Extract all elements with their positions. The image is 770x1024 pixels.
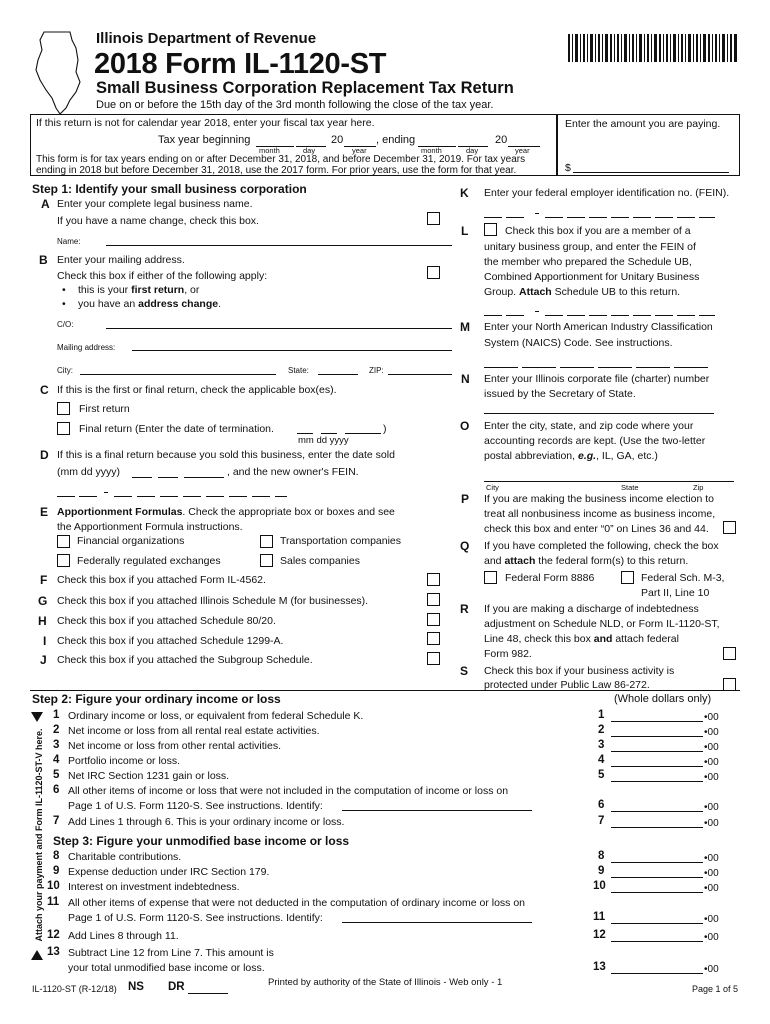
line-7-text: Add Lines 1 through 6. This is your ordinary income or loss.: [68, 816, 345, 828]
line-text: Net income or loss from other rental activities.: [68, 740, 281, 752]
cents: •00: [704, 712, 719, 723]
item-e-text-2: the Apportionment Formula instructions.: [57, 521, 243, 533]
federal-8886-label: Federal Form 8886: [505, 572, 595, 584]
line-6-number-right: 6: [598, 799, 605, 811]
line-12-amount-input[interactable]: [611, 941, 703, 942]
line-number-right: 8: [598, 850, 605, 862]
unitary-group-checkbox[interactable]: [484, 223, 497, 236]
line-10-amount-input[interactable]: [611, 892, 703, 893]
line-7-amount-input[interactable]: [611, 827, 703, 828]
item-m-letter: M: [460, 320, 470, 334]
business-income-election-checkbox[interactable]: [723, 521, 736, 534]
attach-payment-side-text: Attach your payment and Form IL-1120-ST-V here.: [34, 728, 44, 942]
agency-name: Illinois Department of Revenue: [96, 30, 317, 47]
item-l-letter: L: [461, 224, 469, 238]
line-6-amount-input[interactable]: [611, 811, 703, 812]
line-text: Portfolio income or loss.: [68, 755, 181, 767]
item-i-text: Check this box if you attached Schedule 1299-A.: [57, 635, 284, 647]
sales-companies-checkbox[interactable]: [260, 554, 273, 567]
item-s-text-1: Check this box if your business activity is: [484, 665, 675, 677]
federal-m3-part-label: Part II, Line 10: [641, 587, 710, 599]
item-s-letter: S: [460, 664, 469, 678]
federally-regulated-exchanges-checkbox[interactable]: [57, 554, 70, 567]
line-5-amount-input[interactable]: [611, 781, 703, 782]
printed-by: Printed by authority of the State of Illinois - Web only - 1: [268, 977, 503, 988]
dr-code: DR: [168, 981, 185, 993]
business-name-input[interactable]: [106, 245, 452, 246]
date-format-caption: mm dd yyyy: [298, 435, 349, 446]
cents: •00: [704, 727, 719, 738]
line-13-text: Subtract Line 12 from Line 7. This amount is: [68, 947, 274, 959]
item-r-text-4: Form 982.: [484, 648, 532, 660]
sold-dd-input[interactable]: [158, 477, 178, 478]
line-text: Net income or loss from all rental real estate activities.: [68, 725, 320, 737]
schedule-1299a-checkbox[interactable]: [427, 632, 440, 645]
federal-8886-checkbox[interactable]: [484, 571, 497, 584]
line-7-number: 7: [53, 815, 60, 827]
item-l-text-5: Group. Attach Schedule UB to this return.: [484, 286, 681, 298]
end-year-prefix: 20: [495, 134, 508, 146]
tax-year-beginning-label: Tax year beginning: [158, 134, 251, 146]
zip-input[interactable]: [388, 374, 452, 375]
item-r-text-3: Line 48, check this box and attach federal: [484, 633, 679, 645]
line-7-number-right: 7: [598, 815, 605, 827]
item-f-text: Check this box if you attached Form IL-4562.: [57, 574, 266, 586]
cents: •00: [704, 932, 719, 943]
line-12-number-right: 12: [593, 929, 606, 941]
first-return-label: First return: [79, 403, 130, 415]
payment-amount-input[interactable]: [573, 172, 729, 173]
federal-m3-label: Federal Sch. M-3,: [641, 572, 725, 584]
records-city-caption: City: [486, 483, 499, 492]
item-p-text-2: treat all nonbusiness income as business income,: [484, 508, 716, 520]
cents: •00: [704, 914, 719, 925]
schedule-80-20-checkbox[interactable]: [427, 613, 440, 626]
line-11-identify-input[interactable]: [342, 922, 532, 923]
address-change-bullet: you have an address change.: [78, 298, 222, 310]
form-year-note-2: ending in 2018 but before December 31, 2018, use the 2017 form. For prior years, use the form for that year.: [36, 165, 517, 176]
item-s-text-2: protected under Public Law 86-272.: [484, 679, 650, 691]
line-6-text-2: Page 1 of U.S. Form 1120-S. See instructions. Identify:: [68, 800, 323, 812]
day-caption-2: day: [466, 146, 479, 155]
line-number: 3: [53, 739, 60, 751]
line-13-text-2: your total unmodified base income or loss.: [68, 962, 265, 974]
item-b-letter: B: [39, 253, 48, 267]
line-number-right: 5: [598, 769, 605, 781]
item-k-text: Enter your federal employer identification no. (FEIN).: [484, 187, 730, 199]
item-p-letter: P: [461, 492, 470, 506]
line-number: 5: [53, 769, 60, 781]
cents: •00: [704, 772, 719, 783]
line-text: Net IRC Section 1231 gain or loss.: [68, 770, 230, 782]
illinois-map-logo: [30, 28, 86, 118]
step1-title: Step 1: Identify your small business corporation: [32, 182, 307, 196]
item-k-letter: K: [460, 186, 469, 200]
line-text: Interest on investment indebtedness.: [68, 881, 240, 893]
item-r-letter: R: [460, 602, 469, 616]
ns-code: NS: [128, 981, 144, 993]
financial-organizations-checkbox[interactable]: [57, 535, 70, 548]
federally-regulated-exchanges-label: Federally regulated exchanges: [77, 555, 221, 567]
item-a-letter: A: [41, 197, 50, 211]
line-number-right: 10: [593, 880, 606, 892]
line-1-amount-input[interactable]: [611, 721, 703, 722]
item-d-date-format: (mm dd yyyy): [57, 466, 120, 478]
state-label: State:: [288, 366, 309, 375]
line-number: 4: [53, 754, 60, 766]
bullet: •: [62, 284, 66, 296]
item-j-letter: J: [40, 653, 47, 667]
cents: •00: [704, 868, 719, 879]
line-number-right: 2: [598, 724, 605, 736]
item-b-text: Enter your mailing address.: [57, 254, 185, 266]
dollar-sign: $: [565, 162, 571, 174]
co-input[interactable]: [106, 328, 452, 329]
termination-mm-input[interactable]: [297, 433, 313, 434]
item-q-text-2: and attach the federal form(s) to this return.: [484, 555, 689, 567]
item-p-text-3: check this box and enter “0” on Lines 36 and 44.: [484, 523, 709, 535]
line-6-text: All other items of income or loss that were not included in the computation of income or loss on: [68, 785, 509, 797]
cents: •00: [704, 883, 719, 894]
cents: •00: [704, 742, 719, 753]
item-m-text-2: System (NAICS) Code. See instructions.: [484, 337, 673, 349]
barcode: [568, 34, 738, 62]
item-e-text: Apportionment Formulas. Check the appropriate box or boxes and see: [57, 506, 395, 518]
line-12-number: 12: [47, 929, 60, 941]
first-return-checkbox[interactable]: [57, 402, 70, 415]
item-d-text: If this is a final return because you sold this business, enter the date sold: [57, 449, 395, 461]
day-caption: day: [303, 146, 316, 155]
item-j-text: Check this box if you attached the Subgroup Schedule.: [57, 654, 313, 666]
item-n-text-2: issued by the Secretary of State.: [484, 388, 636, 400]
line-number: 1: [53, 709, 60, 721]
item-h-letter: H: [38, 614, 47, 628]
year-caption: year: [352, 146, 367, 155]
sales-companies-label: Sales companies: [280, 555, 360, 567]
line-number: 10: [47, 880, 60, 892]
item-r-text-2: adjustment on Schedule NLD, or Form IL-1120-ST,: [484, 618, 720, 630]
line-12-text: Add Lines 8 through 11.: [68, 930, 179, 942]
city-input[interactable]: [80, 374, 276, 375]
item-o-text-2: accounting records are kept. (Use the two-letter: [484, 435, 706, 447]
year-caption-2: year: [515, 146, 530, 155]
cents: •00: [704, 818, 719, 829]
zip-label: ZIP:: [369, 366, 384, 375]
final-return-checkbox[interactable]: [57, 422, 70, 435]
item-g-text: Check this box if you attached Illinois Schedule M (for businesses).: [57, 595, 369, 607]
mailing-address-input[interactable]: [132, 350, 452, 351]
first-return-bullet: this is your first return, or: [78, 284, 200, 296]
whole-dollars-note: (Whole dollars only): [614, 693, 712, 705]
line-11-text: All other items of expense that were not deducted in the computation of ordinary income or loss on: [68, 897, 526, 909]
item-o-text-1: Enter the city, state, and zip code where your: [484, 420, 694, 432]
cents: •00: [704, 853, 719, 864]
sold-yyyy-input[interactable]: [184, 477, 224, 478]
state-input[interactable]: [318, 374, 358, 375]
line-2-amount-input[interactable]: [611, 736, 703, 737]
item-n-text-1: Enter your Illinois corporate file (charter) number: [484, 373, 710, 385]
transportation-companies-checkbox[interactable]: [260, 535, 273, 548]
item-o-text-3: postal abbreviation, e.g., IL, GA, etc.): [484, 450, 658, 462]
line-number-right: 9: [598, 865, 605, 877]
line-13-number: 13: [47, 946, 60, 958]
bullet: •: [62, 298, 66, 310]
line-11-number-right: 11: [593, 911, 606, 923]
payment-label: Enter the amount you are paying.: [565, 118, 721, 130]
line-number: 2: [53, 724, 60, 736]
item-p-text-1: If you are making the business income election to: [484, 493, 714, 505]
item-b-check-text: Check this box if either of the following apply:: [57, 270, 268, 282]
line-11-text-2: Page 1 of U.S. Form 1120-S. See instructions. Identify:: [68, 912, 323, 924]
dr-input[interactable]: [188, 993, 228, 994]
transportation-companies-label: Transportation companies: [280, 535, 402, 547]
line-number-right: 4: [598, 754, 605, 766]
item-a-text: Enter your complete legal business name.: [57, 198, 253, 210]
item-g-letter: G: [38, 594, 48, 608]
form-id: IL-1120-ST (R-12/18): [32, 984, 117, 994]
line-6-identify-input[interactable]: [342, 810, 532, 811]
termination-yyyy-input[interactable]: [345, 433, 381, 434]
new-owner-fein-text: , and the new owner's FEIN.: [227, 466, 359, 478]
cents: •00: [704, 757, 719, 768]
records-location-input[interactable]: [484, 481, 734, 482]
item-f-letter: F: [40, 573, 48, 587]
line-8-amount-input[interactable]: [611, 862, 703, 863]
item-l-text-1: Check this box if you are a member of a: [505, 225, 691, 237]
name-change-checkbox[interactable]: [427, 212, 440, 225]
line-number-right: 1: [598, 709, 605, 721]
schedule-m-checkbox[interactable]: [427, 593, 440, 606]
line-number: 9: [53, 865, 60, 877]
il-4562-checkbox[interactable]: [427, 573, 440, 586]
records-zip-caption: Zip: [693, 483, 704, 492]
form-subtitle: Small Business Corporation Replacement Tax Return: [96, 79, 514, 97]
item-q-text-1: If you have completed the following, check the box: [484, 540, 719, 552]
item-q-letter: Q: [460, 539, 470, 553]
fiscal-year-instruction: If this return is not for calendar year 2018, enter your fiscal tax year here.: [36, 117, 375, 129]
item-l-text-4: Combined Apportionment for Unitary Business: [484, 271, 700, 283]
line-3-amount-input[interactable]: [611, 751, 703, 752]
name-change-text: If you have a name change, check this box.: [57, 215, 259, 227]
final-return-label: Final return (Enter the date of termination.: [79, 423, 274, 435]
item-c-letter: C: [40, 383, 49, 397]
item-r-text-1: If you are making a discharge of indebtedness: [484, 603, 699, 615]
step3-title: Step 3: Figure your unmodified base income or loss: [53, 834, 350, 848]
line-9-amount-input[interactable]: [611, 877, 703, 878]
form-year-note-1: This form is for tax years ending on or after December 31, 2018, and before December 31, 2019. For tax years: [36, 154, 526, 165]
line-13-number-right: 13: [593, 961, 606, 973]
month-caption-2: month: [421, 146, 442, 155]
federal-m3-checkbox[interactable]: [621, 571, 634, 584]
line-4-amount-input[interactable]: [611, 766, 703, 767]
name-label: Name:: [57, 237, 81, 246]
item-c-text: If this is the first or final return, check the applicable box(es).: [57, 384, 337, 396]
item-i-letter: I: [43, 634, 47, 648]
page-number: Page 1 of 5: [692, 984, 739, 994]
form-title: 2018 Form IL-1120-ST: [94, 48, 387, 80]
city-label: City:: [57, 366, 73, 375]
line-13-amount-input[interactable]: [611, 973, 703, 974]
termination-dd-input[interactable]: [321, 433, 337, 434]
records-state-caption: State: [621, 483, 639, 492]
item-m-text-1: Enter your North American Industry Classification: [484, 321, 713, 333]
section-divider: [30, 690, 740, 691]
line-text: Expense deduction under IRC Section 179.: [68, 866, 270, 878]
ending-label: , ending: [376, 134, 416, 146]
line-text: Charitable contributions.: [68, 851, 182, 863]
cents: •00: [704, 802, 719, 813]
subgroup-schedule-checkbox[interactable]: [427, 652, 440, 665]
close-paren: ): [383, 423, 387, 435]
step2-title: Step 2: Figure your ordinary income or loss: [32, 692, 281, 706]
line-number-right: 3: [598, 739, 605, 751]
address-checkbox[interactable]: [427, 266, 440, 279]
item-n-letter: N: [461, 372, 470, 386]
line-number: 8: [53, 850, 60, 862]
item-l-text-3: the member who prepared the Schedule UB,: [484, 256, 692, 268]
line-11-number: 11: [47, 896, 60, 908]
line-text: Ordinary income or loss, or equivalent from federal Schedule K.: [68, 710, 364, 722]
charter-number-input[interactable]: [484, 413, 714, 414]
begin-year-prefix: 20: [331, 134, 344, 146]
co-label: C/O:: [57, 320, 74, 329]
due-note: Due on or before the 15th day of the 3rd month following the close of the tax year.: [96, 99, 494, 111]
item-l-text-2: unitary business group, and enter the FEIN of: [484, 241, 696, 253]
item-e-letter: E: [40, 505, 49, 519]
item-d-letter: D: [40, 448, 49, 462]
cents: •00: [704, 964, 719, 975]
month-caption: month: [259, 146, 280, 155]
discharge-indebtedness-checkbox[interactable]: [723, 647, 736, 660]
item-o-letter: O: [460, 419, 470, 433]
mailing-address-label: Mailing address:: [57, 343, 116, 352]
line-6-number: 6: [53, 784, 60, 796]
up-arrow-icon: [31, 950, 43, 960]
item-h-text: Check this box if you attached Schedule 80/20.: [57, 615, 276, 627]
line-11-amount-input[interactable]: [611, 923, 703, 924]
financial-organizations-label: Financial organizations: [77, 535, 185, 547]
sold-mm-input[interactable]: [132, 477, 152, 478]
